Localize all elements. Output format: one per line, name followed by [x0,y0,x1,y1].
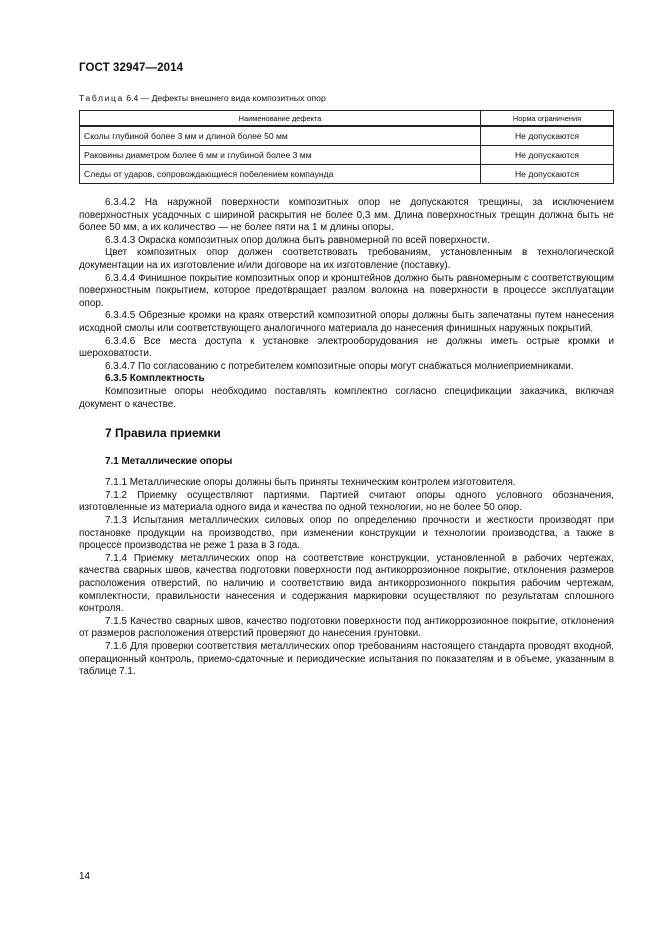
paragraph-7-1-4: 7.1.4 Приемку металлических опор на соответствие конструкции, установленной в рабочих чертежах, качества сварных швов, качества подготовки поверхности под антикоррозионное покрытие, отклонения размеров расположения отверстий, по наличию и соответствию вида антикоррозионного покрытия рабочим чертежам, комплектности, правильности нанесения и содержания маркировки осуществляют по результатам сплошного контроля. [79,552,614,615]
table-caption-text: 6.4 — Дефекты внешнего вида композитных опор [123,93,326,103]
column-header-norm: Норма ограничения [481,111,614,127]
table-caption [79,93,326,103]
table-cell-norm: Не допускаются [481,126,614,146]
paragraph-7-1-5: 7.1.5 Качество сварных швов, качество подготовки поверхности под антикоррозионное покрытие, отклонения от размеров расположения отверстий проверяют до нанесения грунтовки. [79,615,614,640]
column-header-defect: Наименование дефекта [80,111,481,127]
paragraph-7-1-2: 7.1.2 Приемку осуществляют партиями. Партией считают опоры одного условного обозначения, изготовленные из материала одного вида и качества по одной технологии, но не более 50 опор. [79,489,614,514]
paragraph-6-3-4-7: 6.3.4.7 По согласованию с потребителем композитные опоры могут снабжаться молниеприемниками. [105,360,574,372]
table-cell-norm: Не допускаются [481,165,614,184]
table-cell-defect: Следы от ударов, сопровождающиеся побелением компаунда [80,165,481,184]
subheading-6-3-5: 6.3.5 Комплектность [105,373,205,385]
paragraph-7-1-1: 7.1.1 Металлические опоры должны быть приняты техническим контролем изготовителя. [105,477,516,489]
table-caption-label: Таблица [79,93,124,103]
table-cell-defect: Сколы глубиной более 3 мм и длиной более 50 мм [80,126,481,146]
paragraph-7-1-6: 7.1.6 Для проверки соответствия металлических опор требованиям настоящего стандарта проводят входной, операционный контроль, приемо-сдаточные и периодические испытания по показателям и в объеме, указанным в таблице 7.1. [79,641,614,678]
table-row [80,126,614,146]
paragraph-7-1-3: 7.1.3 Испытания металлических силовых опор по определению прочности и жесткости производят при постановке продукции на производство, при изменении конструкции и технологии производства, а также в процессе производства не реже 1 раза в 3 года. [79,515,614,552]
section-heading-7: 7 Правила приемки [105,426,221,441]
document-body [79,197,614,679]
paragraph-6-3-4-3: 6.3.4.3 Окраска композитных опор должна быть равномерной по всей поверхности. [105,234,490,246]
table-row [80,146,614,165]
paragraph-6-3-4-4: 6.3.4.4 Финишное покрытие композитных опор и кронштейнов должно быть равномерным с соответствующим поверхностным покрытием, которое предотвращает разлом волокна на поверхности в процессе эксплуатации опор. [79,272,614,309]
paragraph-6-3-5: Композитные опоры необходимо поставлять комплектно согласно спецификации заказчика, включая документ о качестве. [79,385,614,410]
defects-table [79,110,614,184]
paragraph-6-3-4-5: 6.3.4.5 Обрезные кромки на краях отверстий композитной опоры должны быть запечатаны путем нанесения исходной смолы или соответствующего аналогичного материала до нанесения финишных наружных покрытий. [79,310,614,334]
table-cell-norm: Не допускаются [481,146,614,165]
table-cell-defect: Раковины диаметром более 6 мм и глубиной более 3 мм [80,146,481,165]
paragraph-6-3-4-3-color: Цвет композитных опор должен соответствовать требованиям, установленным в технологической документации на их изготовление и/или договоре на их изготовление (поставку). [79,247,614,271]
table-row [80,165,614,184]
paragraph-6-3-4-2: 6.3.4.2 На наружной поверхности композитных опор не допускаются трещины, за исключением поверхностных усадочных с шириной раскрытия не более 0,3 мм. Длина поверхностных трещин должна быть не более 50 мм, а их количество — не более пяти на 1 м длины опоры. [79,197,614,234]
page-number: 14 [79,871,90,882]
paragraph-6-3-4-6: 6.3.4.6 Все места доступа к установке электрооборудования не должны иметь острые кромки и шероховатости. [79,335,614,360]
document-header: ГОСТ 32947—2014 [79,62,184,74]
table-header-row [80,111,614,127]
subsection-heading-7-1: 7.1 Металлические опоры [105,455,233,467]
